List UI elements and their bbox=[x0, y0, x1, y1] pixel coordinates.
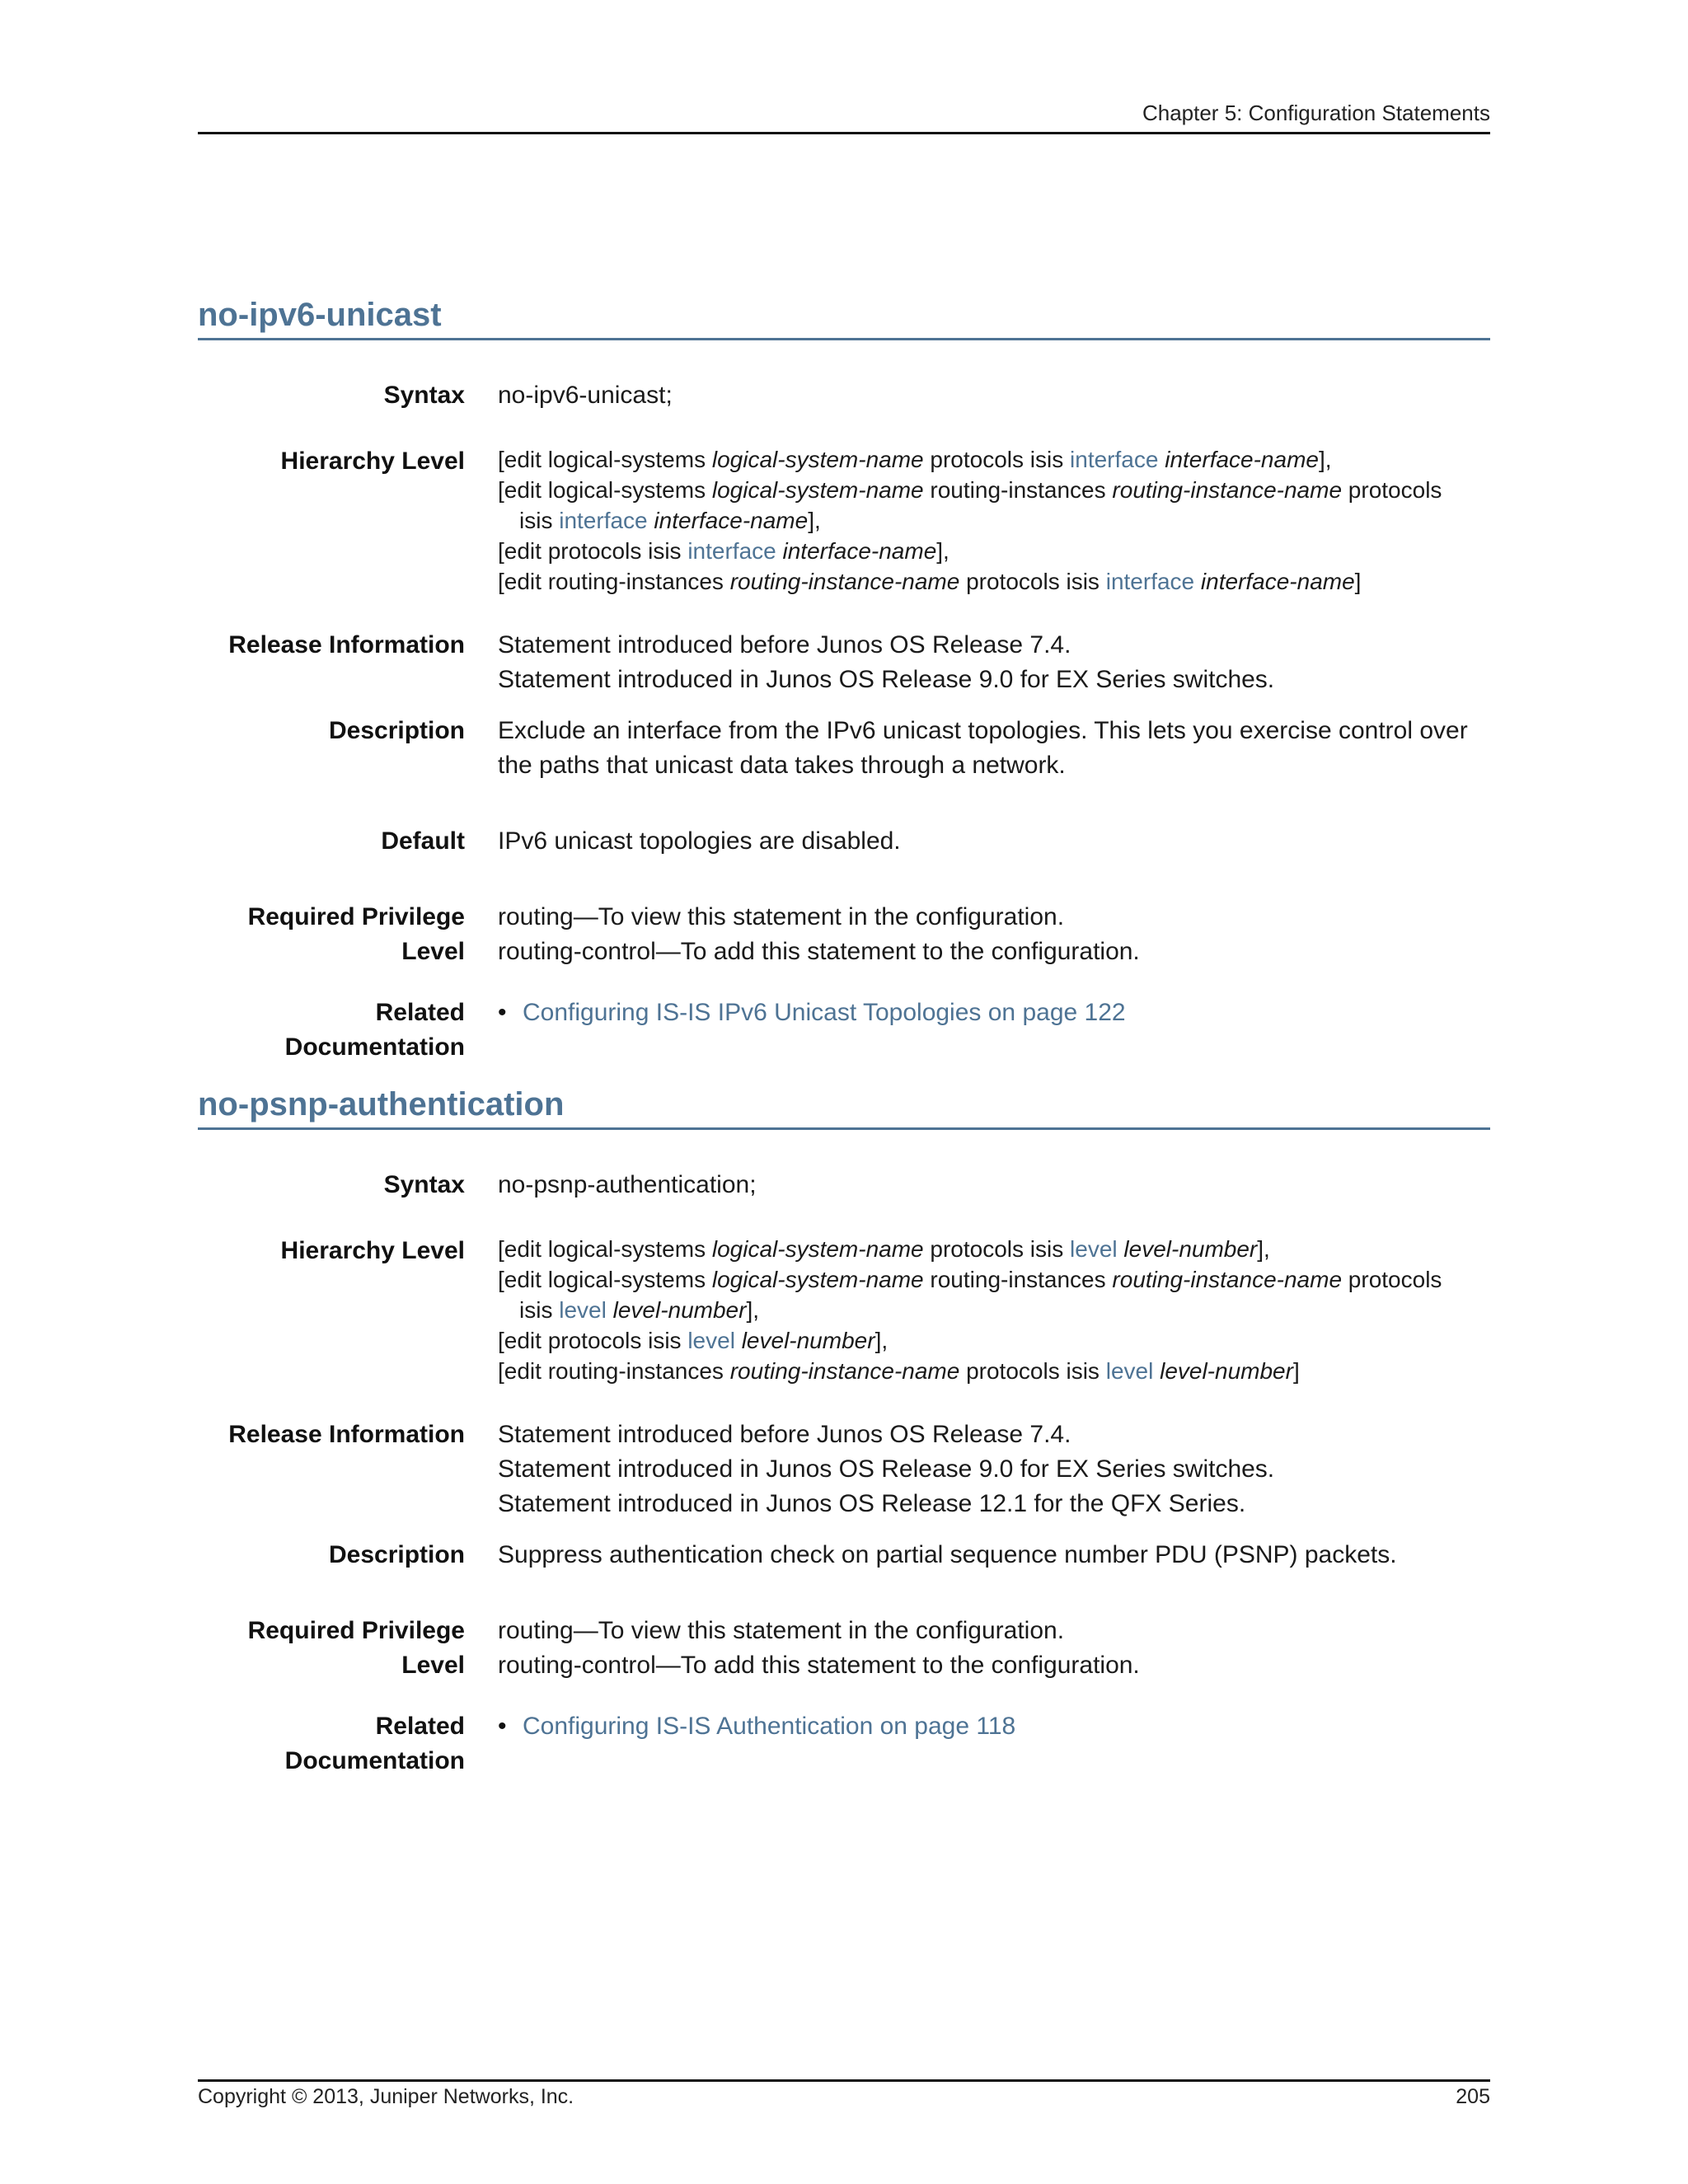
syntax-label: Syntax bbox=[383, 1171, 465, 1198]
hierarchy-row bbox=[198, 444, 1490, 597]
release-label: Release Information bbox=[228, 631, 465, 658]
description-label: Description bbox=[328, 717, 465, 744]
level-link[interactable]: level bbox=[559, 1297, 607, 1323]
hierarchy-line: [edit logical-systems logical-system-name protocols isis interface interface-name], bbox=[498, 447, 1332, 472]
syntax-row bbox=[198, 1168, 1490, 1202]
privilege-value: routing—To view this statement in the configuration. routing-control—To add this statement to the configuration. bbox=[498, 1617, 1140, 1679]
footer-rule bbox=[198, 2079, 1490, 2082]
hierarchy-row bbox=[198, 1234, 1490, 1386]
level-link[interactable]: level bbox=[1105, 1358, 1154, 1384]
related-value bbox=[498, 996, 1490, 1065]
interface-link[interactable]: interface bbox=[559, 508, 648, 533]
hierarchy-line: [edit protocols isis level level-number], bbox=[498, 1328, 889, 1353]
hierarchy-line: [edit routing-instances routing-instance-name protocols isis level level-number] bbox=[498, 1358, 1300, 1384]
interface-link[interactable]: interface bbox=[1105, 569, 1195, 594]
syntax-row bbox=[198, 378, 1490, 413]
related-doc-link[interactable]: Configuring IS-IS IPv6 Unicast Topologies on page 122 bbox=[523, 999, 1126, 1026]
description-value: Exclude an interface from the IPv6 unicast topologies. This lets you exercise control over the paths that unicast data takes through a network. bbox=[498, 717, 1468, 779]
bullet-icon: • bbox=[498, 1713, 507, 1740]
interface-link[interactable]: interface bbox=[1070, 447, 1159, 472]
release-label: Release Information bbox=[228, 1421, 465, 1448]
release-row bbox=[198, 1418, 1490, 1521]
description-row bbox=[198, 714, 1490, 783]
hierarchy-value bbox=[498, 444, 1490, 597]
header-rule bbox=[198, 132, 1490, 134]
hierarchy-line: [edit routing-instances routing-instance-name protocols isis interface interface-name] bbox=[498, 569, 1362, 594]
release-row bbox=[198, 628, 1490, 697]
section-title: no-ipv6-unicast bbox=[198, 295, 1490, 340]
related-row bbox=[198, 1709, 1490, 1779]
privilege-value: routing—To view this statement in the configuration. routing-control—To add this statement to the configuration. bbox=[498, 903, 1140, 965]
syntax-value: no-psnp-authentication; bbox=[498, 1171, 757, 1198]
section-no-ipv6-unicast bbox=[198, 295, 1490, 1065]
hierarchy-value bbox=[498, 1234, 1490, 1386]
hierarchy-line: isis interface interface-name], bbox=[519, 508, 821, 533]
privilege-row bbox=[198, 1614, 1490, 1683]
section-title: no-psnp-authentication bbox=[198, 1085, 1490, 1130]
interface-link[interactable]: interface bbox=[687, 538, 776, 564]
description-value: Suppress authentication check on partial sequence number PDU (PSNP) packets. bbox=[498, 1541, 1397, 1568]
hierarchy-label: Hierarchy Level bbox=[280, 448, 465, 475]
hierarchy-line: [edit protocols isis interface interface-name], bbox=[498, 538, 950, 564]
hierarchy-label: Hierarchy Level bbox=[280, 1237, 465, 1264]
default-row bbox=[198, 824, 1490, 859]
hierarchy-line: [edit logical-systems logical-system-name routing-instances routing-instance-name protocols bbox=[498, 1267, 1442, 1292]
related-doc-link[interactable]: Configuring IS-IS Authentication on page 118 bbox=[523, 1713, 1016, 1740]
copyright: Copyright © 2013, Juniper Networks, Inc. bbox=[198, 2085, 574, 2108]
syntax-value: no-ipv6-unicast; bbox=[498, 382, 673, 409]
hierarchy-line: [edit logical-systems logical-system-name protocols isis level level-number], bbox=[498, 1236, 1270, 1262]
privilege-row bbox=[198, 900, 1490, 969]
privilege-label: Required Privilege Level bbox=[247, 903, 465, 965]
release-value: Statement introduced before Junos OS Release 7.4. Statement introduced in Junos OS Release 9.0 for EX Series switches. Statement introduced in Junos OS Release 12.1 for the QFX Series. bbox=[498, 1421, 1275, 1517]
related-value bbox=[498, 1709, 1490, 1779]
section-no-psnp-authentication bbox=[198, 1085, 1490, 1779]
release-value: Statement introduced before Junos OS Release 7.4. Statement introduced in Junos OS Release 9.0 for EX Series switches. bbox=[498, 631, 1275, 693]
page-number: 205 bbox=[1456, 2085, 1490, 2108]
related-label: Related Documentation bbox=[284, 1713, 465, 1774]
related-row bbox=[198, 996, 1490, 1065]
related-label: Related Documentation bbox=[284, 999, 465, 1061]
default-value: IPv6 unicast topologies are disabled. bbox=[498, 827, 901, 855]
running-head: Chapter 5: Configuration Statements bbox=[1142, 101, 1490, 125]
description-row bbox=[198, 1538, 1490, 1572]
bullet-icon: • bbox=[498, 999, 507, 1026]
privilege-label: Required Privilege Level bbox=[247, 1617, 465, 1679]
hierarchy-line: isis level level-number], bbox=[519, 1297, 760, 1323]
hierarchy-line: [edit logical-systems logical-system-name routing-instances routing-instance-name protocols bbox=[498, 477, 1442, 503]
level-link[interactable]: level bbox=[1070, 1236, 1118, 1262]
level-link[interactable]: level bbox=[687, 1328, 735, 1353]
syntax-label: Syntax bbox=[383, 382, 465, 409]
description-label: Description bbox=[328, 1541, 465, 1568]
default-label: Default bbox=[381, 827, 465, 855]
